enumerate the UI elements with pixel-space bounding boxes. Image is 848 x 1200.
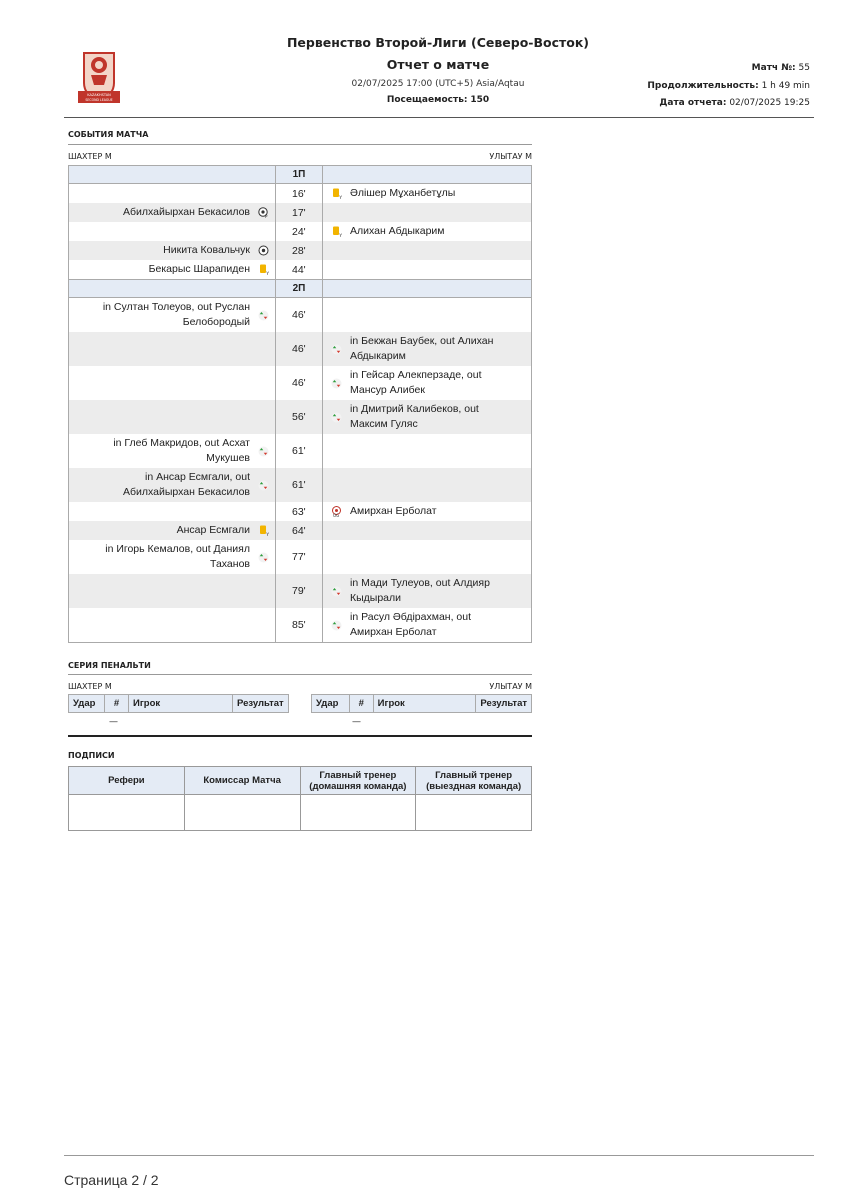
event-home-text: in Игорь Кемалов, out Даниял Таханов <box>105 543 250 570</box>
event-away-cell <box>323 260 532 280</box>
pen-home-col-result: Результат <box>233 695 289 713</box>
event-minute: 16' <box>276 184 323 204</box>
event-away-cell <box>323 298 532 333</box>
penalties-section-title: СЕРИЯ ПЕНАЛЬТИ <box>68 661 151 670</box>
event-away-cell <box>323 184 532 204</box>
own-goal-icon <box>331 506 342 517</box>
event-away-text: in Бекжан Баубек, out Алихан Абдыкарим <box>350 335 494 362</box>
event-minute: 24' <box>276 222 323 241</box>
sig-cell-away-coach <box>416 795 532 831</box>
report-date-value: 02/07/2025 19:25 <box>729 98 810 108</box>
penalties-bottom-rule <box>68 735 532 737</box>
substitution-icon <box>258 552 269 563</box>
yellow-card-icon <box>331 226 342 237</box>
pen-home-col-kick: Удар <box>69 695 105 713</box>
event-home-cell <box>69 540 276 574</box>
event-minute: 46' <box>276 298 323 333</box>
event-minute: 77' <box>276 540 323 574</box>
event-away-cell <box>323 608 532 643</box>
penalties-home-table <box>68 694 289 713</box>
pen-away-col-kick: Удар <box>312 695 350 713</box>
penalties-home-team: ШАХТЕР М <box>68 682 112 691</box>
sig-cell-referee <box>69 795 185 831</box>
event-home-cell <box>69 574 276 608</box>
event-away-cell <box>323 222 532 241</box>
event-row <box>69 468 532 502</box>
event-home-cell <box>69 468 276 502</box>
event-minute: 46' <box>276 366 323 400</box>
svg-text:Y: Y <box>339 233 342 237</box>
event-minute: 44' <box>276 260 323 280</box>
penalty-goal-icon <box>258 207 269 218</box>
signatures-section-title: ПОДПИСИ <box>68 751 115 760</box>
event-away-cell <box>323 540 532 574</box>
event-row <box>69 521 532 540</box>
event-home-cell <box>69 241 276 260</box>
event-row <box>69 203 532 222</box>
substitution-icon <box>331 586 342 597</box>
event-home-text: in Ансар Есмгали, out Абилхайырхан Бекасилов <box>123 471 250 498</box>
duration-label: Продолжительность: <box>647 81 759 91</box>
league-logo <box>74 49 124 105</box>
events-section-divider <box>68 144 532 145</box>
event-row <box>69 540 532 574</box>
substitution-icon <box>258 446 269 457</box>
event-minute: 17' <box>276 203 323 222</box>
sig-cell-commissioner <box>184 795 300 831</box>
sig-col-home-coach: Главный тренер (домашняя команда) <box>300 767 416 795</box>
event-home-cell <box>69 298 276 333</box>
event-away-cell <box>323 366 532 400</box>
event-away-text: Әлішер Мұханбетұлы <box>350 187 456 199</box>
match-duration <box>647 81 810 91</box>
match-number-value: 55 <box>798 63 810 73</box>
match-number <box>752 63 810 73</box>
penalties-away-empty: — <box>352 717 361 727</box>
period-header <box>69 280 532 298</box>
substitution-icon <box>258 310 269 321</box>
event-home-text: Никита Ковальчук <box>163 244 250 256</box>
period-header <box>69 166 532 184</box>
substitution-icon <box>258 480 269 491</box>
event-away-text: in Расул Әбдірахман, out Амирхан Ерболат <box>350 611 472 638</box>
attendance-label: Посещаемость: <box>386 95 468 105</box>
match-datetime: 02/07/2025 17:00 (UTC+5) Asia/Aqtau <box>351 79 525 89</box>
pen-away-col-result: Результат <box>476 695 532 713</box>
page-number: Страница 2 / 2 <box>64 1172 159 1188</box>
event-home-cell <box>69 260 276 280</box>
event-home-cell <box>69 366 276 400</box>
events-table <box>68 165 532 643</box>
period-header-right <box>323 166 532 184</box>
attendance <box>230 95 646 105</box>
pen-home-col-number: # <box>105 695 129 713</box>
events-away-team: УЛЫТАУ М <box>489 152 532 161</box>
event-minute: 64' <box>276 521 323 540</box>
sig-cell-home-coach <box>300 795 416 831</box>
event-away-cell <box>323 203 532 222</box>
event-minute: 79' <box>276 574 323 608</box>
event-home-text: in Султан Толеуов, out Руслан Белобородый <box>102 301 250 328</box>
event-home-cell <box>69 608 276 643</box>
event-away-cell <box>323 434 532 468</box>
event-home-text: in Глеб Макридов, out Асхат Мукушев <box>113 437 250 464</box>
footer-divider <box>64 1155 814 1156</box>
event-home-cell <box>69 184 276 204</box>
penalties-away-table <box>311 694 532 713</box>
event-away-cell <box>323 521 532 540</box>
yellow-card-icon <box>331 188 342 199</box>
event-home-cell <box>69 434 276 468</box>
event-minute: 61' <box>276 468 323 502</box>
duration-value: 1 h 49 min <box>761 81 810 91</box>
header-divider <box>64 117 814 118</box>
event-away-cell <box>323 400 532 434</box>
match-number-label: Матч №: <box>751 63 796 73</box>
event-row <box>69 298 532 333</box>
event-home-cell <box>69 203 276 222</box>
sig-col-referee: Рефери <box>69 767 185 795</box>
event-minute: 85' <box>276 608 323 643</box>
period-header-right <box>323 280 532 298</box>
event-row <box>69 502 532 521</box>
report-date-label: Дата отчета: <box>659 98 727 108</box>
substitution-icon <box>331 620 342 631</box>
event-home-cell <box>69 502 276 521</box>
pen-away-col-player: Игрок <box>373 695 476 713</box>
report-date <box>659 98 810 108</box>
event-row <box>69 260 532 280</box>
report-title: Первенство Второй-Лиги (Северо-Восток) <box>286 35 590 50</box>
signatures-table <box>68 766 532 831</box>
period-label: 2П <box>276 280 323 298</box>
substitution-icon <box>331 344 342 355</box>
event-minute: 61' <box>276 434 323 468</box>
sig-col-away-coach: Главный тренер (выездная команда) <box>416 767 532 795</box>
event-minute: 63' <box>276 502 323 521</box>
event-away-text: in Гейсар Алекперзаде, out Мансур Алибек <box>350 369 482 396</box>
event-away-text: in Мади Тулеуов, out Алдияр Кыдырали <box>350 577 490 604</box>
period-label: 1П <box>276 166 323 184</box>
pen-away-col-number: # <box>349 695 373 713</box>
event-minute: 56' <box>276 400 323 434</box>
substitution-icon <box>331 378 342 389</box>
event-away-cell <box>323 332 532 366</box>
event-home-cell <box>69 400 276 434</box>
event-home-cell <box>69 332 276 366</box>
event-row <box>69 608 532 643</box>
event-row <box>69 241 532 260</box>
penalties-away-team: УЛЫТАУ М <box>489 682 532 691</box>
logo-text-line2: SECOND LEAGUE <box>85 98 113 102</box>
svg-text:P: P <box>264 214 268 218</box>
event-home-cell <box>69 222 276 241</box>
svg-text:Y: Y <box>339 195 342 199</box>
period-header-left <box>69 280 276 298</box>
event-row <box>69 222 532 241</box>
event-home-cell <box>69 521 276 540</box>
sig-col-commissioner: Комиссар Матча <box>184 767 300 795</box>
event-away-cell <box>323 502 532 521</box>
period-header-left <box>69 166 276 184</box>
event-minute: 28' <box>276 241 323 260</box>
event-minute: 46' <box>276 332 323 366</box>
events-section-title: СОБЫТИЯ МАТЧА <box>68 130 149 139</box>
event-away-cell <box>323 574 532 608</box>
event-away-text: Алихан Абдыкарим <box>350 225 445 237</box>
report-subtitle: Отчет о матче <box>386 57 490 72</box>
yellow-card-icon <box>258 264 269 275</box>
event-row <box>69 400 532 434</box>
event-home-text: Ансар Есмгали <box>176 524 250 536</box>
event-away-text: Амирхан Ерболат <box>350 505 437 517</box>
penalties-section-divider <box>68 674 532 675</box>
penalties-home-empty: — <box>109 717 118 727</box>
attendance-value: 150 <box>470 95 490 105</box>
event-row <box>69 434 532 468</box>
svg-text:OG: OG <box>333 512 340 517</box>
logo-text-line1: KAZAKHSTAN <box>87 93 111 97</box>
event-away-cell <box>323 241 532 260</box>
event-home-text: Абилхайырхан Бекасилов <box>123 206 250 218</box>
svg-text:Y: Y <box>266 271 269 275</box>
goal-icon <box>258 245 269 256</box>
event-row <box>69 574 532 608</box>
svg-text:Y: Y <box>266 532 269 536</box>
substitution-icon <box>331 412 342 423</box>
events-home-team: ШАХТЕР М <box>68 152 112 161</box>
event-row <box>69 366 532 400</box>
event-away-text: in Дмитрий Калибеков, out Максим Гуляс <box>350 403 479 430</box>
event-row <box>69 184 532 204</box>
pen-home-col-player: Игрок <box>129 695 233 713</box>
event-home-text: Бекарыс Шарапиден <box>148 263 250 275</box>
yellow-card-icon <box>258 525 269 536</box>
event-row <box>69 332 532 366</box>
event-away-cell <box>323 468 532 502</box>
